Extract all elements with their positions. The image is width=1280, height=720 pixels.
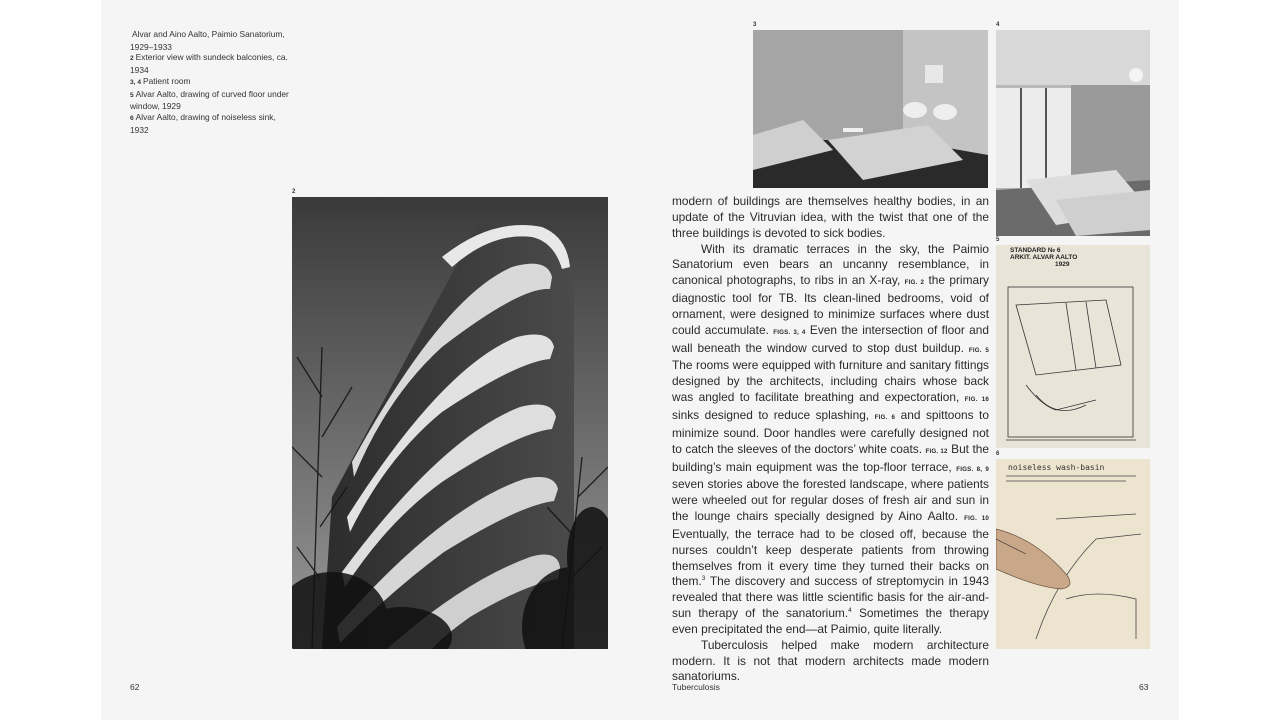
figure-reference: FIG. 6	[874, 413, 896, 421]
patient-room-image	[753, 30, 988, 188]
figure-reference: FIGS. 8, 9	[956, 465, 989, 473]
caption-item: 6 Alvar Aalto, drawing of noiseless sink, 1932	[130, 111, 276, 135]
figure-reference: FIG. 2	[904, 279, 925, 287]
text-run: the primary diagnostic tool for TB. Its clean-lined bedrooms, void of ornament, were designed to minimize surfaces where dust could accumulate.	[672, 273, 989, 337]
text-run: sinks designed to reduce splashing,	[672, 407, 875, 422]
caption-item: 2 Exterior view with sundeck balconies, ca. 1934	[130, 52, 288, 76]
footnote-marker: 4	[848, 607, 852, 615]
body-text	[672, 194, 989, 685]
text-run: and spittoons to minimize sound. Door handles were carefully designed not to catch the sleeves of the doctors’ white coats.	[672, 407, 989, 456]
left-page-number: 62	[130, 682, 140, 692]
figure-5-floor-drawing	[996, 245, 1150, 448]
drawing-5-stamp: STANDARD № 6 ARKIT. ALVAR AALTO 1929	[1010, 247, 1078, 268]
right-page-number: 63	[1139, 682, 1149, 692]
figure-reference: FIG. 16	[964, 396, 989, 404]
sink-sketch	[996, 459, 1150, 649]
running-head: Tuberculosis	[672, 682, 720, 692]
text-run: Eventually, the terrace had to be closed off, because the nurses couldn’t keep desperate patients from throwing themselves from it every time they turned their backs on them.	[672, 526, 989, 589]
text-run: The rooms were equipped with furniture and sanitary fittings designed by the architects, including chairs whose back was angled to facilitate breathing and expectoration,	[672, 358, 989, 405]
figure-reference: FIGS. 3, 4	[773, 328, 806, 336]
figure-3-patient-room-photo	[753, 30, 988, 188]
caption-item: Alvar and Aino Aalto, Paimio Sanatorium, 1929–1933	[130, 29, 285, 52]
text-run: Even the intersection of floor and wall beneath the window curved to stop dust buildup.	[672, 322, 989, 355]
figure-reference: FIG. 5	[968, 346, 989, 354]
paragraph: modern of buildings are themselves healthy bodies, in an update of the Vitruvian idea, with the twist that one of the three buildings is devoted to sick bodies.	[672, 194, 989, 240]
paragraph: Tuberculosis helped make modern architecture modern. It is not that modern architects made modern sanatoriums.	[672, 637, 989, 684]
text-run: But the building’s main equipment was the top-floor terrace,	[672, 441, 989, 474]
figure-4-label: 4	[996, 22, 1000, 28]
text-run: With its dramatic terraces in the sky, the Paimio Sanatorium even bears an uncanny resemblance, in canonical photographs, to ribs in an X-ray,	[672, 241, 989, 288]
figure-reference: FIG. 10	[964, 515, 989, 523]
footnote-marker: 3	[701, 575, 706, 583]
sanatorium-exterior-image	[292, 197, 608, 649]
figure-2-exterior-photo	[292, 197, 608, 649]
caption-item: 5 Alvar Aalto, drawing of curved floor under window, 1929	[130, 88, 289, 112]
drawing-6-title: noiseless wash-basin	[1008, 463, 1105, 472]
figure-reference: FIG. 12	[925, 447, 948, 455]
figure-6-sink-drawing	[996, 459, 1150, 649]
figure-5-label: 5	[996, 237, 1000, 243]
floor-curve-sketch	[996, 245, 1150, 448]
text-run: The discovery and success of streptomycin in 1943 revealed that there was little scientific basis for the air-and-sun therapy of the sanatorium.	[672, 574, 989, 621]
text-run: seven stories above the forested landscape, where patients were wheeled out for regular doses of fresh air and sun in the lounge chairs specially designed by Aino Aalto.	[672, 477, 989, 524]
text-run: Sometimes the therapy even precipitated the end—at Paimio, quite literally.	[672, 606, 989, 636]
figure-4-patient-room-photo	[996, 30, 1150, 236]
figure-3-label: 3	[753, 22, 757, 28]
paragraph	[672, 242, 989, 638]
caption-item: 3, 4 Patient room	[130, 75, 191, 86]
figure-2-label: 2	[292, 189, 296, 195]
patient-room-window-image	[996, 30, 1150, 236]
figure-6-label: 6	[996, 451, 1000, 457]
caption-list	[130, 29, 290, 135]
